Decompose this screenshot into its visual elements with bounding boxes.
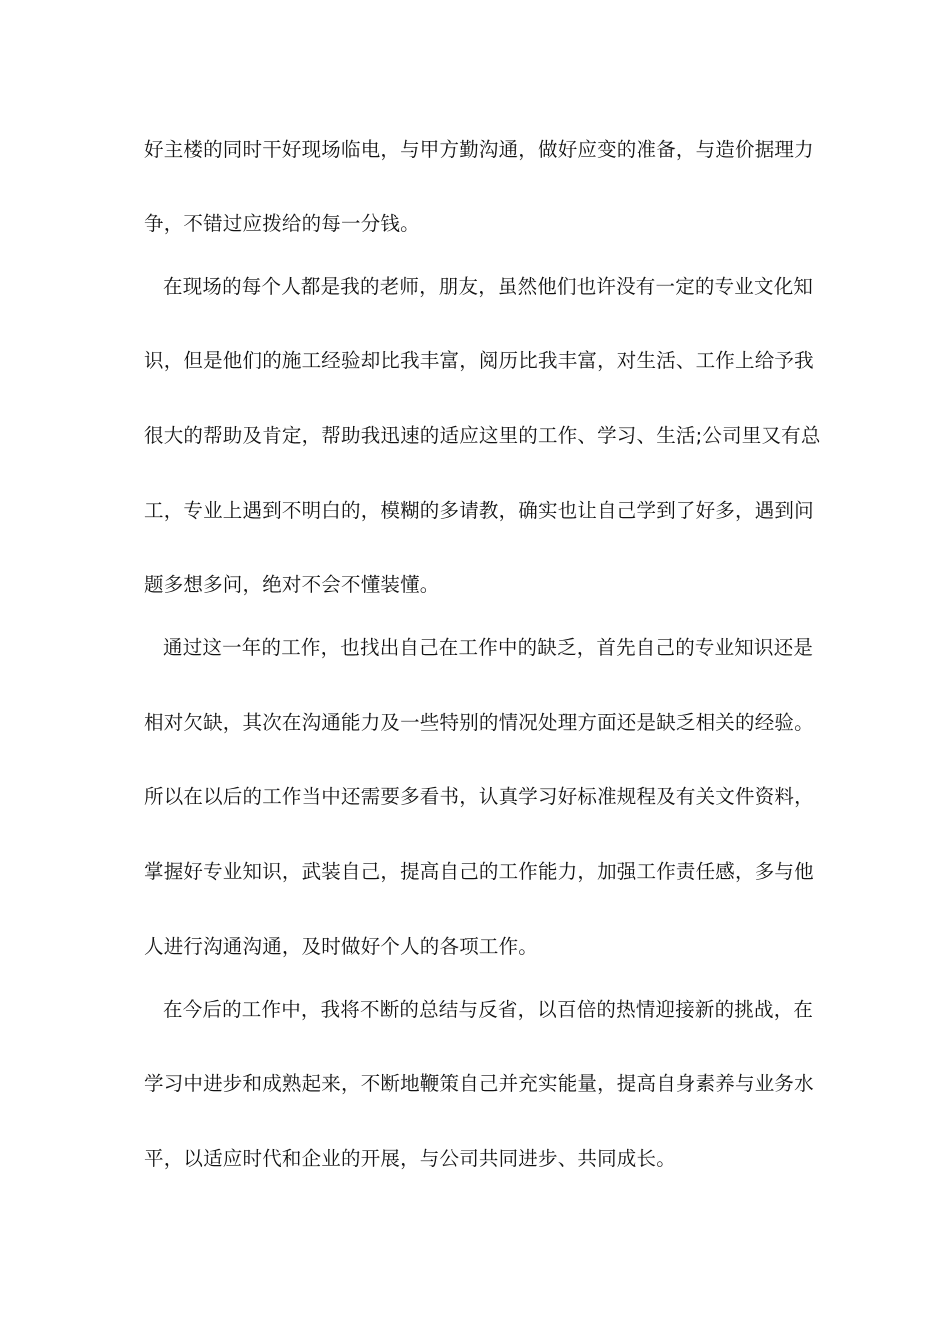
text-line: 很大的帮助及肯定，帮助我迅速的适应这里的工作、学习、生活;公司里又有总 (144, 424, 821, 447)
text-line: 争，不错过应拨给的每一分钱。 (144, 212, 420, 235)
paragraph-start-line: 在今后的工作中，我将不断的总结与反省，以百倍的热情迎接新的挑战，在 (163, 998, 814, 1021)
paragraph-start-line: 在现场的每个人都是我的老师，朋友，虽然他们也许没有一定的专业文化知 (163, 275, 814, 298)
text-line: 相对欠缺，其次在沟通能力及一些特别的情况处理方面还是缺乏相关的经验。 (144, 711, 814, 734)
paragraph-start-line: 通过这一年的工作，也找出自己在工作中的缺乏，首先自己的专业知识还是 (163, 636, 814, 659)
text-line: 好主楼的同时干好现场临电，与甲方勤沟通，做好应变的准备，与造价据理力 (144, 138, 814, 161)
text-line: 识，但是他们的施工经验却比我丰富，阅历比我丰富，对生活、工作上给予我 (144, 349, 814, 372)
text-line: 人进行沟通沟通，及时做好个人的各项工作。 (144, 935, 539, 958)
text-line: 学习中进步和成熟起来，不断地鞭策自己并充实能量，提高自身素养与业务水 (144, 1072, 814, 1095)
text-line: 平，以适应时代和企业的开展，与公司共同进步、共同成长。 (144, 1147, 676, 1170)
text-line: 所以在以后的工作当中还需要多看书，认真学习好标准规程及有关文件资料， (144, 785, 814, 808)
text-line: 掌握好专业知识，武装自己，提高自己的工作能力，加强工作责任感，多与他 (144, 860, 814, 883)
text-line: 题多想多问，绝对不会不懂装懂。 (144, 573, 440, 596)
text-line: 工，专业上遇到不明白的，模糊的多请教，确实也让自己学到了好多，遇到问 (144, 499, 814, 522)
